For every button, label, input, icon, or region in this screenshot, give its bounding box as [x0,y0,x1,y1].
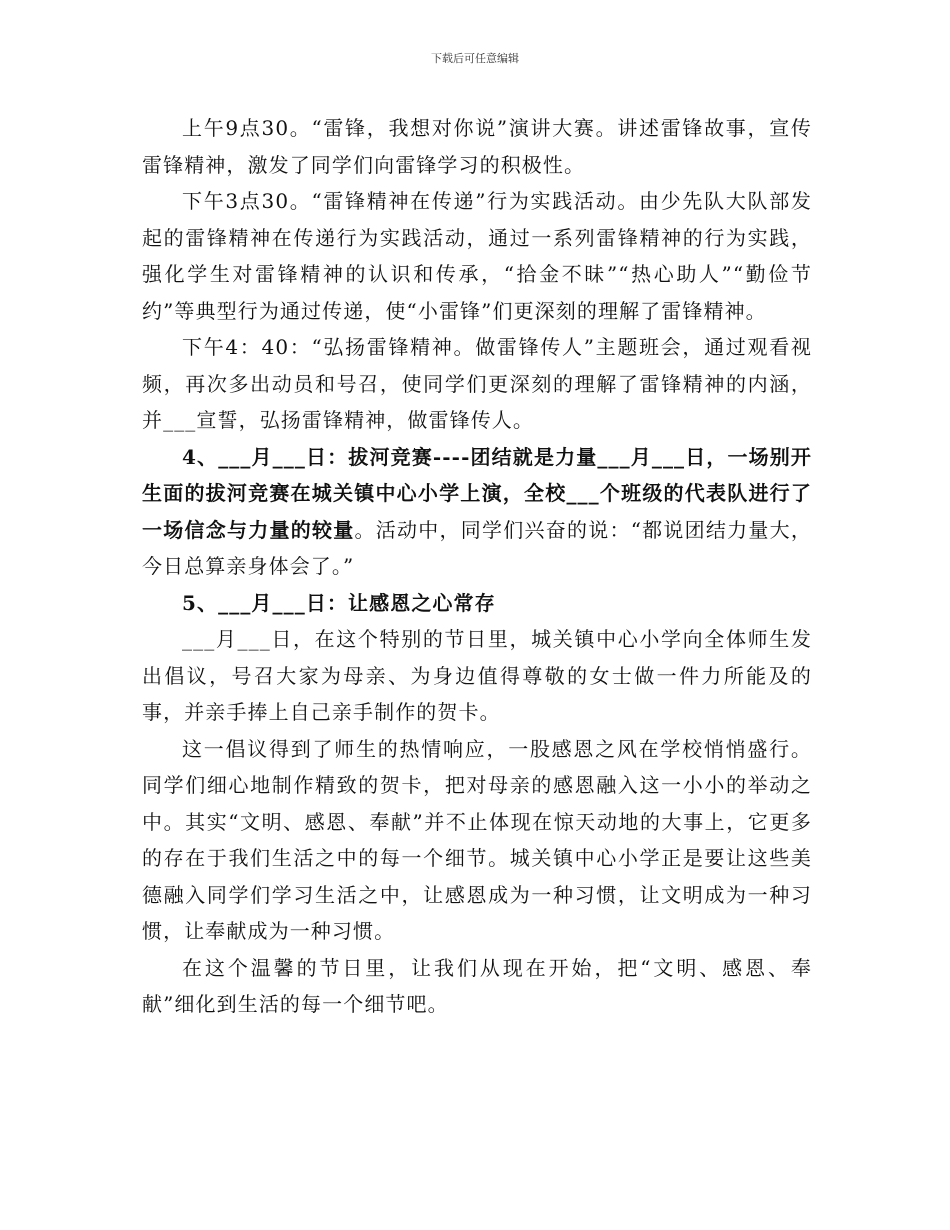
paragraph-6-text: ___月___日，在这个特别的节日里，城关镇中心小学向全体师生发出倡议，号召大家为母亲、为身边值得尊敬的女士做一件力所能及的事，并亲手捧上自己亲手制作的贺卡。 [142,627,812,724]
paragraph-8 [142,950,812,1023]
section-5-heading: 5、___月___日：让感恩之心常存 [182,590,496,615]
paragraph-3 [142,329,812,439]
page-header: 下载后可任意编辑 [431,52,519,65]
paragraph-6 [142,621,812,731]
paragraph-2 [142,183,812,329]
paragraph-4-text: 。活动中，同学们兴奋的说：“都说团结力量大，今日总算亲身体会了。” [142,517,812,578]
paragraph-2-text: 下午3点30。“雷锋精神在传递”行为实践活动。由少先队大队部发起的雷锋精神在传递行为实践活动，通过一系列雷锋精神的行为实践，强化学生对雷锋精神的认识和传承，“拾金不昧”“热心助人”“勤俭节约”等典型行为通过传递，使“小雷锋”们更深刻的理解了雷锋精神。 [142,189,812,323]
paragraph-7 [142,731,812,950]
paragraph-1-text: 上午9点30。“雷锋，我想对你说”演讲大赛。讲述雷锋故事，宣传雷锋精神，激发了同学们向雷锋学习的积极性。 [142,116,812,177]
document-body [142,110,812,1023]
section-4-heading: 4、___月___日：拔河竞赛----团结就是力量___月___日，一场别开生面的拔河竞赛在城关镇中心小学上演，全校___个班级的代表队进行了一场信念与力量的较量 [142,444,812,542]
paragraph-3-text: 下午4：40：“弘扬雷锋精神。做雷锋传人”主题班会，通过观看视频，再次多出动员和号召，使同学们更深刻的理解了雷锋精神的内涵，并___宣誓，弘扬雷锋精神，做雷锋传人。 [142,335,812,432]
paragraph-1 [142,110,812,183]
paragraph-8-text: 在这个温馨的节日里，让我们从现在开始，把“文明、感恩、奉献”细化到生活的每一个细节吧。 [142,955,812,1016]
paragraph-5 [142,585,812,622]
paragraph-4 [142,439,812,585]
paragraph-7-text: 这一倡议得到了师生的热情响应，一股感恩之风在学校悄悄盛行。同学们细心地制作精致的贺卡，把对母亲的感恩融入这一小小的举动之中。其实“文明、感恩、奉献”并不止体现在惊天动地的大事上，它更多的存在于我们生活之中的每一个细节。城关镇中心小学正是要让这些美德融入同学们学习生活之中，让感恩成为一种习惯，让文明成为一种习惯，让奉献成为一种习惯。 [142,736,812,943]
